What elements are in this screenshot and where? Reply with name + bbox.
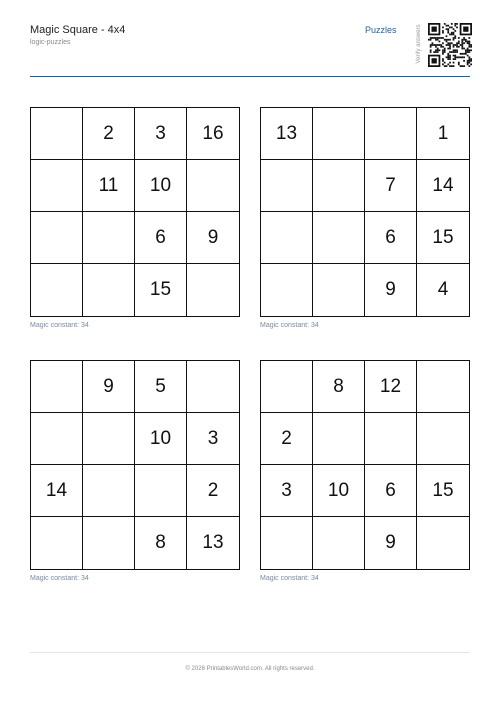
puzzle-2 <box>260 107 470 329</box>
puzzle-1 <box>30 107 240 329</box>
grid-cell[interactable]: 6 <box>135 212 187 264</box>
grid-cell[interactable]: 7 <box>365 160 417 212</box>
grid-cell[interactable]: 15 <box>135 264 187 316</box>
grid-cell[interactable]: 14 <box>417 160 469 212</box>
grid-cell[interactable] <box>187 160 239 212</box>
grid-cell[interactable] <box>83 465 135 517</box>
grid-cell[interactable]: 3 <box>135 108 187 160</box>
footer-divider <box>30 652 470 653</box>
page-title: Magic Square - 4x4 <box>30 24 126 36</box>
grid-cell[interactable]: 9 <box>365 264 417 316</box>
grid-cell[interactable]: 6 <box>365 212 417 264</box>
magic-constant-label: Magic constant: 34 <box>260 575 319 582</box>
grid-cell[interactable]: 13 <box>261 108 313 160</box>
page-subtitle: logic-puzzles <box>30 39 71 46</box>
magic-constant-label: Magic constant: 34 <box>30 575 89 582</box>
grid-cell[interactable] <box>187 264 239 316</box>
grid-cell[interactable] <box>31 413 83 465</box>
grid-cell[interactable] <box>261 160 313 212</box>
grid-cell[interactable]: 3 <box>187 413 239 465</box>
grid-cell[interactable]: 8 <box>313 361 365 413</box>
grid-cell[interactable]: 9 <box>365 517 417 569</box>
footer-copyright: © 2026 PrintablesWorld.com. All rights reserved. <box>185 666 315 672</box>
magic-square-grid <box>30 360 240 570</box>
grid-cell[interactable] <box>31 361 83 413</box>
grid-cell[interactable]: 6 <box>365 465 417 517</box>
grid-cell[interactable] <box>31 108 83 160</box>
magic-square-grid <box>30 107 240 317</box>
grid-cell[interactable]: 11 <box>83 160 135 212</box>
grid-cell[interactable] <box>261 264 313 316</box>
grid-cell[interactable]: 2 <box>83 108 135 160</box>
grid-cell[interactable]: 14 <box>31 465 83 517</box>
grid-cell[interactable] <box>31 160 83 212</box>
grid-cell[interactable] <box>83 517 135 569</box>
grid-cell[interactable] <box>83 413 135 465</box>
grid-cell[interactable]: 2 <box>261 413 313 465</box>
grid-cell[interactable] <box>313 108 365 160</box>
magic-constant-label: Magic constant: 34 <box>260 322 319 329</box>
grid-cell[interactable] <box>313 160 365 212</box>
grid-cell[interactable] <box>313 212 365 264</box>
grid-cell[interactable] <box>417 413 469 465</box>
grid-cell[interactable]: 8 <box>135 517 187 569</box>
verify-answers-label <box>412 18 426 70</box>
magic-square-grid <box>260 360 470 570</box>
grid-cell[interactable]: 3 <box>261 465 313 517</box>
grid-cell[interactable]: 10 <box>135 160 187 212</box>
grid-cell[interactable] <box>31 517 83 569</box>
category-link[interactable]: Puzzles <box>365 25 397 35</box>
grid-cell[interactable] <box>83 264 135 316</box>
grid-cell[interactable] <box>417 361 469 413</box>
grid-cell[interactable]: 10 <box>313 465 365 517</box>
grid-cell[interactable] <box>417 517 469 569</box>
grid-cell[interactable]: 15 <box>417 465 469 517</box>
grid-cell[interactable]: 2 <box>187 465 239 517</box>
grid-cell[interactable]: 4 <box>437 279 449 300</box>
grid-cell[interactable]: 9 <box>83 361 135 413</box>
grid-cell[interactable]: 13 <box>202 532 224 553</box>
grid-cell[interactable] <box>83 212 135 264</box>
grid-cell[interactable] <box>31 212 83 264</box>
grid-cell[interactable] <box>365 413 417 465</box>
grid-cell[interactable]: 16 <box>187 108 239 160</box>
verify-answers-text: Verify answers <box>416 24 422 64</box>
grid-cell[interactable] <box>135 465 187 517</box>
magic-constant-label: Magic constant: 34 <box>30 322 89 329</box>
puzzle-4 <box>260 360 470 582</box>
grid-cell[interactable]: 9 <box>187 212 239 264</box>
grid-cell[interactable]: 1 <box>417 108 469 160</box>
grid-cell[interactable] <box>313 264 365 316</box>
grid-cell[interactable] <box>187 361 239 413</box>
grid-cell[interactable] <box>31 264 83 316</box>
qr-code-icon[interactable] <box>428 18 472 72</box>
grid-cell[interactable] <box>261 212 313 264</box>
magic-square-grid <box>260 107 470 317</box>
puzzle-3 <box>30 360 240 582</box>
grid-cell[interactable]: 5 <box>135 361 187 413</box>
grid-cell[interactable] <box>365 108 417 160</box>
qr-code-graphic <box>428 18 472 72</box>
grid-cell[interactable]: 10 <box>135 413 187 465</box>
header-divider <box>30 76 470 77</box>
grid-cell[interactable] <box>261 361 313 413</box>
grid-cell[interactable] <box>261 517 313 569</box>
grid-cell[interactable] <box>313 413 365 465</box>
grid-cell[interactable]: 12 <box>365 361 417 413</box>
grid-cell[interactable] <box>313 517 365 569</box>
grid-cell[interactable]: 15 <box>417 212 469 264</box>
